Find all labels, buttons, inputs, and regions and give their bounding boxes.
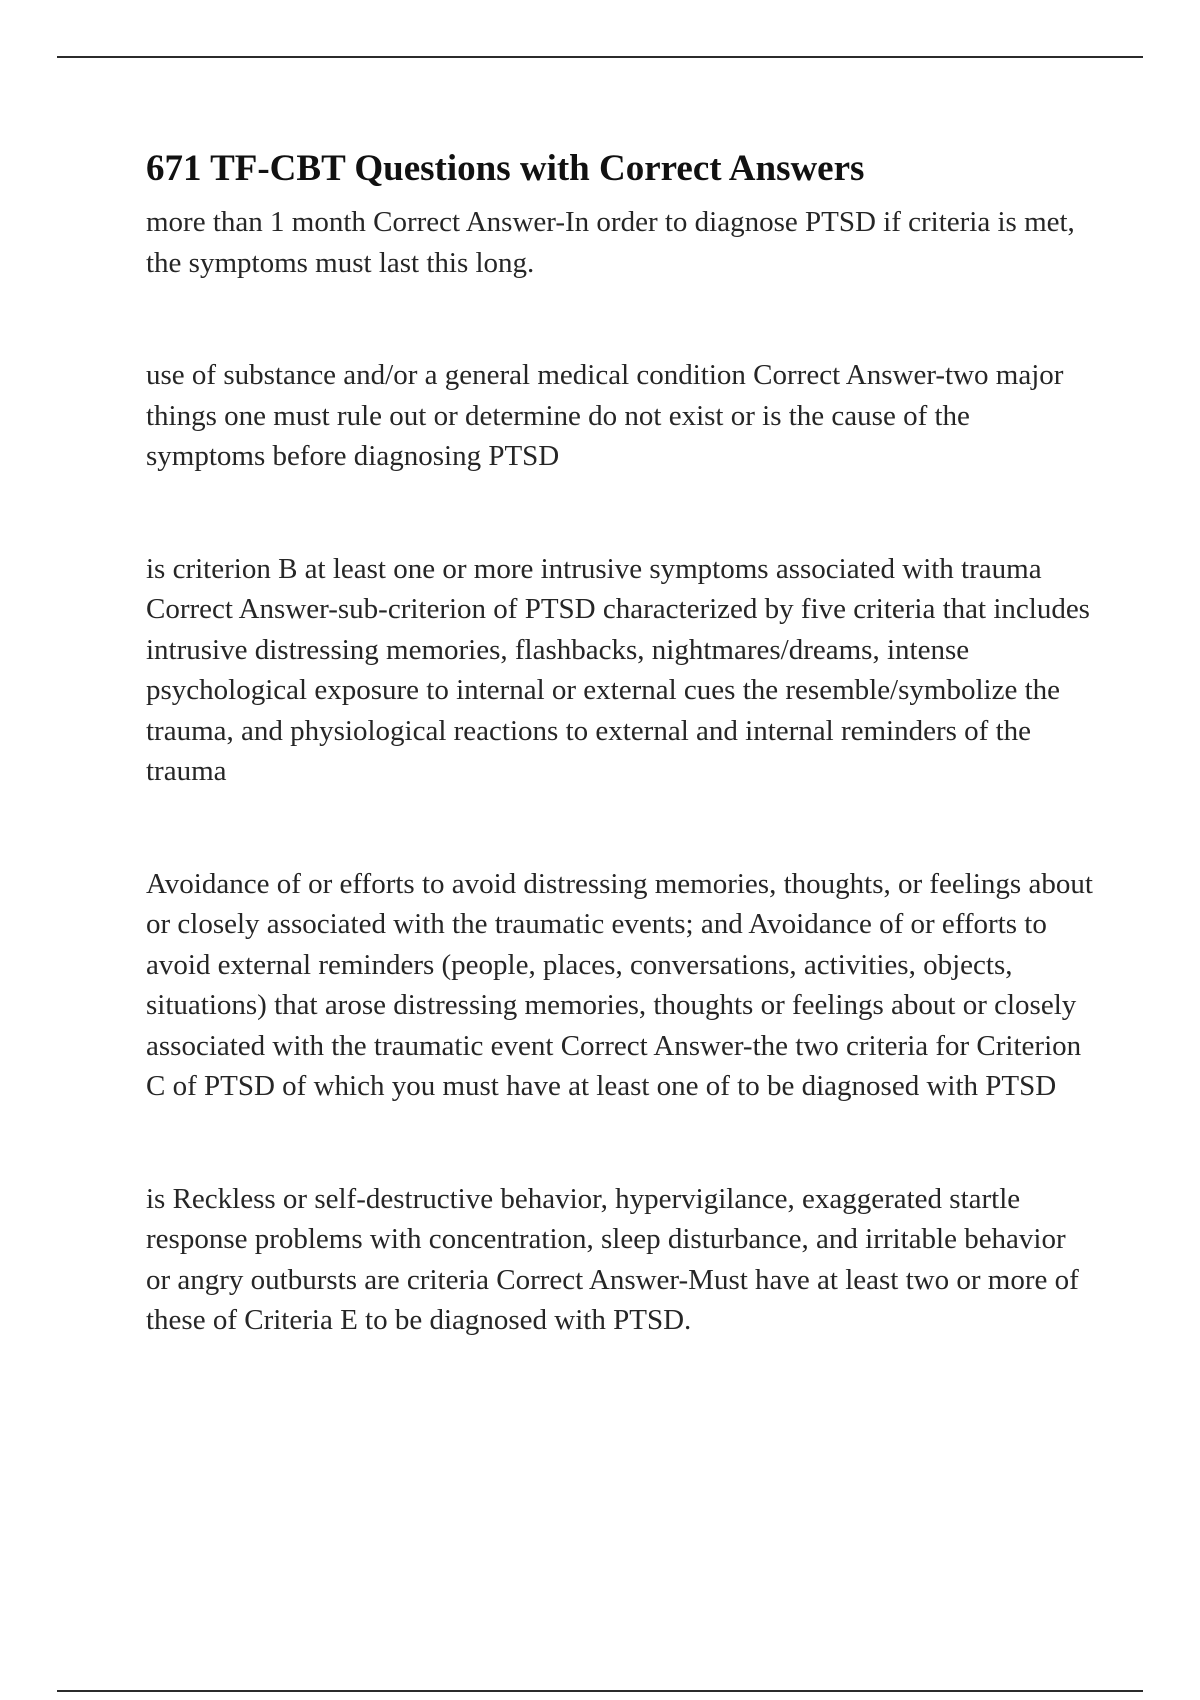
qa-entry: Avoidance of or efforts to avoid distressing memories, thoughts, or feelings about or closely associated with the traumatic events; and Avoidance of or efforts to avoid external reminders (people, places, conversations, activities, objects, situations) that arose distressing memories, thoughts or feelings about or closely associated with the traumatic event Correct Answer-the two criteria for Criterion C of PTSD of which you must have at least one of to be diagnosed with PTSD — [146, 867, 1093, 1102]
qa-entry: is Reckless or self-destructive behavior, hypervigilance, exaggerated startle response problems with concentration, sleep disturbance, and irritable behavior or angry outbursts are criteria Correct Answer-Must have at least two or more of these of Criteria E to be diagnosed with PTSD. — [146, 1182, 1079, 1336]
header-rule — [57, 56, 1143, 58]
page-content — [146, 146, 1096, 1413]
document-title: 671 TF-CBT Questions with Correct Answers — [146, 148, 865, 189]
qa-entry: is criterion B at least one or more intrusive symptoms associated with trauma Correct Answer-sub-criterion of PTSD characterized by five criteria that includes intrusive distressing memories, flashbacks, nightmares/dreams, intense psychological exposure to internal or external cues the resemble/symbolize the trauma, and physiological reactions to external and internal reminders of the trauma — [146, 552, 1090, 787]
qa-entry: use of substance and/or a general medical condition Correct Answer-two major things one must rule out or determine do not exist or is the cause of the symptoms before diagnosing PTSD — [146, 359, 1064, 472]
qa-entry: more than 1 month Correct Answer-In order to diagnose PTSD if criteria is met, the symptoms must last this long. — [146, 206, 1075, 279]
footer-rule — [57, 1690, 1143, 1692]
